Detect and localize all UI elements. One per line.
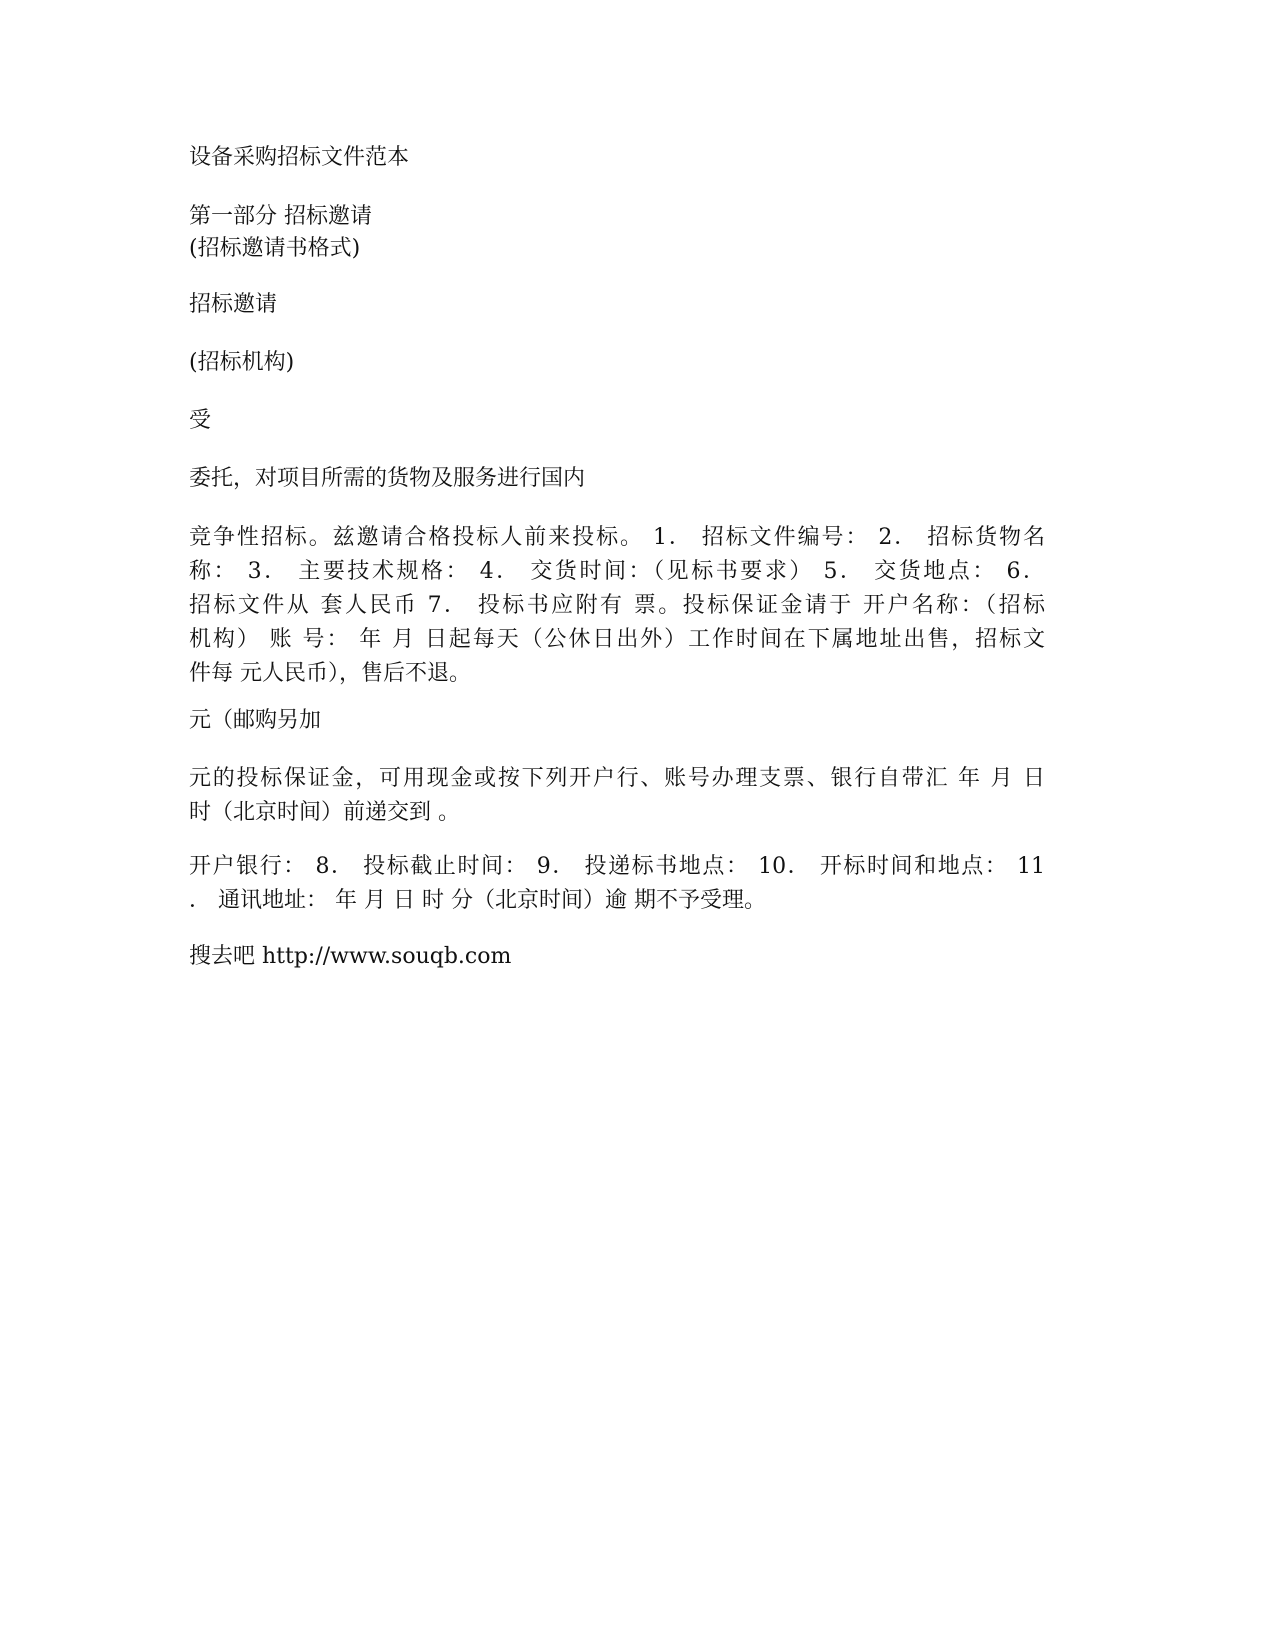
section-title: 招标邀请: [189, 292, 278, 317]
invitation-line-5: 件每 元人民币），售后不退。: [189, 661, 471, 686]
part-heading: 第一部分 招标邀请: [189, 204, 372, 229]
format-note: (招标邀请书格式): [189, 236, 361, 261]
invitation-paragraph: [189, 521, 1045, 691]
bank-line-2: ． 通讯地址： 年 月 日 时 分（北京时间）逾 期不予受理。: [189, 888, 766, 913]
invitation-line-2: 称： 3． 主要技术规格： 4． 交货时间：（见标书要求） 5． 交货地点： 6．: [189, 559, 1045, 584]
deposit-line-2: 时（北京时间）前递交到 。: [189, 800, 460, 825]
shou-line: 受: [189, 408, 212, 433]
footer-link: 搜去吧 http://www.souqb.com: [189, 944, 512, 969]
invitation-line-3: 招标文件从 套人民币 7． 投标书应附有 票。投标保证金请于 开户名称：（招标: [189, 593, 1045, 618]
document-title: 设备采购招标文件范本: [189, 145, 410, 170]
bank-line-1: 开户银行： 8． 投标截止时间： 9． 投递标书地点： 10． 开标时间和地点： 11: [189, 854, 1045, 879]
bank-paragraph: [189, 850, 1045, 918]
invitation-line-1: 竞争性招标。兹邀请合格投标人前来投标。 1． 招标文件编号： 2． 招标货物名: [189, 525, 1045, 550]
postage-line: 元（邮购另加: [189, 708, 322, 733]
deposit-line-1: 元的投标保证金，可用现金或按下列开户行、账号办理支票、银行自带汇 年 月 日: [189, 766, 1045, 791]
deposit-paragraph: [189, 762, 1045, 830]
invitation-line-4: 机构） 账 号： 年 月 日起每天（公休日出外）工作时间在下属地址出售，招标文: [189, 627, 1045, 652]
agency-placeholder: (招标机构): [189, 350, 295, 375]
entrust-line: 委托，对项目所需的货物及服务进行国内: [189, 466, 586, 491]
